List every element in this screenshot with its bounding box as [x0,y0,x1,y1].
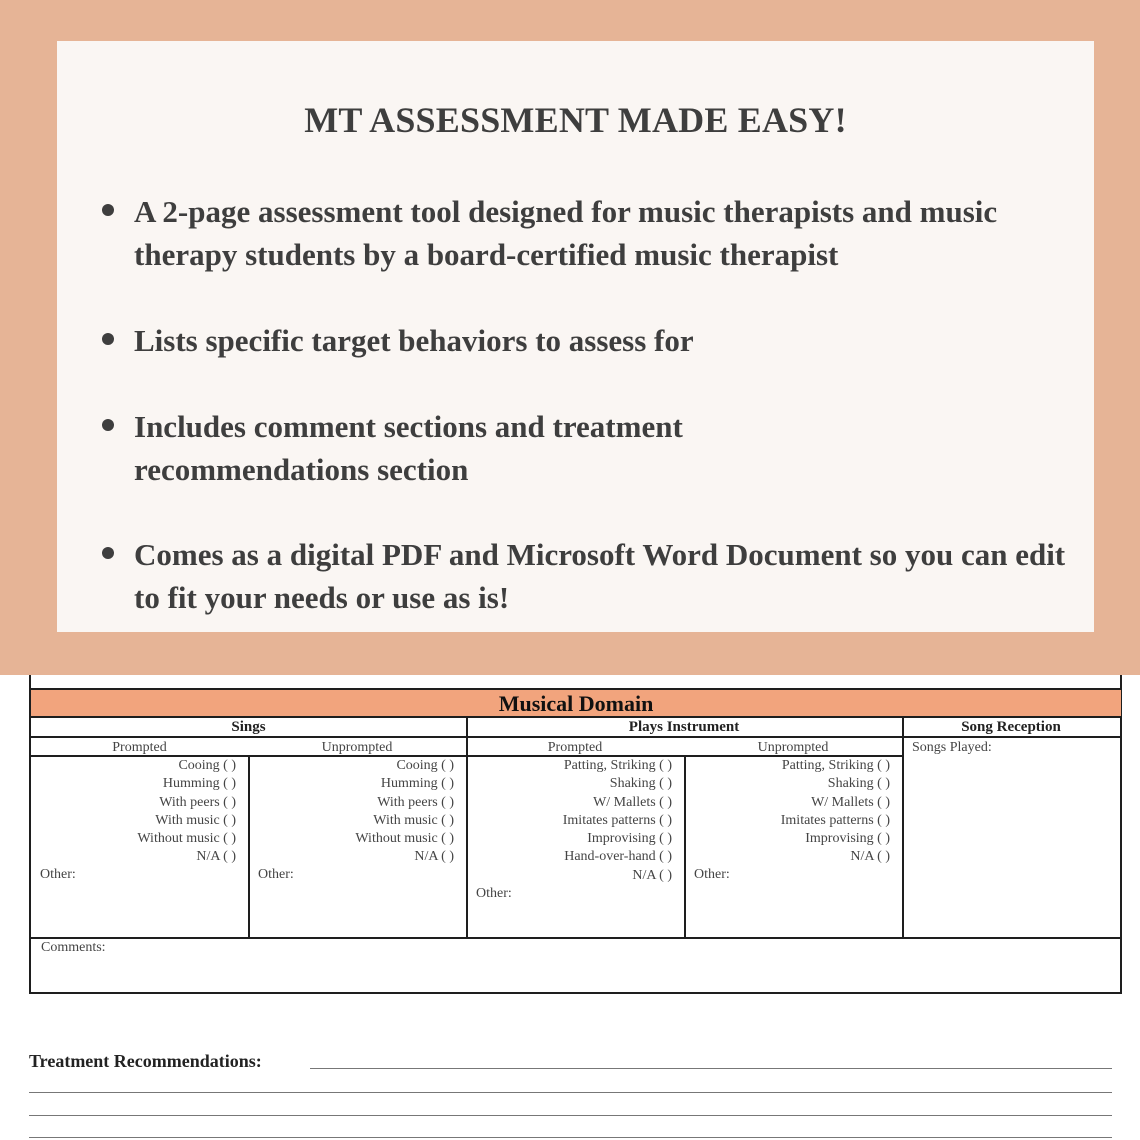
song-reception-header: Song Reception [961,719,1061,735]
treatment-line[interactable] [29,1137,1112,1138]
plays-unprompted-other: Other: [694,867,730,882]
sings-unprompted-other: Other: [258,867,294,882]
form-border-right [1120,675,1122,994]
form-line [902,736,1122,738]
checklist-item: Imitates patterns ( ) [562,812,672,828]
checklist-item: With music ( ) [155,812,236,828]
form-line [29,992,1122,994]
bullet-dot-icon [102,547,114,559]
checklist-item: With music ( ) [373,812,454,828]
bullet-item [102,190,1082,276]
checklist-item: W/ Mallets ( ) [811,794,890,810]
form-line [29,937,1122,939]
bullet-text: Comes as a digital PDF and Microsoft Word Document so you can edit to fit your needs or use as is! [134,537,1066,615]
comments-label: Comments: [41,940,106,955]
card-title: MT ASSESSMENT MADE EASY! [304,100,847,140]
plays-prompted-list [476,757,672,885]
sings-unprompted-list [258,757,454,867]
checklist-item: W/ Mallets ( ) [593,794,672,810]
bullet-dot-icon [102,333,114,345]
bullet-text: Includes comment sections and treatment recommendations section [134,409,683,487]
checklist-item: With peers ( ) [159,794,236,810]
sings-prompted-list [40,757,236,867]
plays-instrument-header: Plays Instrument [628,719,740,735]
checklist-item: Humming ( ) [380,776,454,792]
checklist-item: Without music ( ) [355,831,454,847]
checklist-item: Humming ( ) [162,776,236,792]
treatment-recommendations-label: Treatment Recommendations: [29,1051,262,1071]
checklist-item: N/A ( ) [632,867,672,883]
checklist-item: Improvising ( ) [805,831,890,847]
checklist-item: N/A ( ) [196,849,236,865]
bullet-dot-icon [102,419,114,431]
bullet-item [102,533,1082,619]
checklist-item: Cooing ( ) [396,758,454,773]
checklist-item: Imitates patterns ( ) [780,812,890,828]
plays-prompted-label: Prompted [547,740,603,755]
sings-header: Sings [231,719,266,735]
form-divider [466,716,468,938]
sings-prompted-other: Other: [40,867,76,882]
checklist-item: Without music ( ) [137,831,236,847]
bullet-dot-icon [102,204,114,216]
domain-title: Musical Domain [498,691,654,716]
bullet-item [102,319,1082,362]
checklist-item: N/A ( ) [850,849,890,865]
info-card [57,41,1094,632]
sings-unprompted-label: Unprompted [321,740,393,755]
sings-prompted-label: Prompted [112,740,167,755]
bullet-text: Lists specific target behaviors to assess for [134,323,694,358]
checklist-item: Improvising ( ) [587,831,672,847]
plays-prompted-other: Other: [476,886,512,901]
checklist-item: Shaking ( ) [827,776,890,792]
treatment-line[interactable] [29,1092,1112,1093]
bullet-text: A 2-page assessment tool designed for music therapists and music therapy students by a board-certified music therapist [134,194,998,272]
checklist-item: Shaking ( ) [609,776,672,792]
songs-played-label: Songs Played: [912,740,992,755]
checklist-item: Cooing ( ) [178,758,236,773]
form-divider [902,716,904,938]
checklist-item: N/A ( ) [414,849,454,865]
plays-unprompted-list [694,757,890,867]
treatment-line[interactable] [310,1068,1112,1069]
form-divider [684,755,686,938]
checklist-item: With peers ( ) [377,794,454,810]
treatment-line[interactable] [29,1115,1112,1116]
checklist-item: Patting, Striking ( ) [563,758,672,773]
checklist-item: Patting, Striking ( ) [781,758,890,773]
plays-unprompted-label: Unprompted [757,740,829,755]
bullet-item [102,405,1082,491]
form-divider [248,755,250,938]
checklist-item: Hand-over-hand ( ) [564,849,672,865]
